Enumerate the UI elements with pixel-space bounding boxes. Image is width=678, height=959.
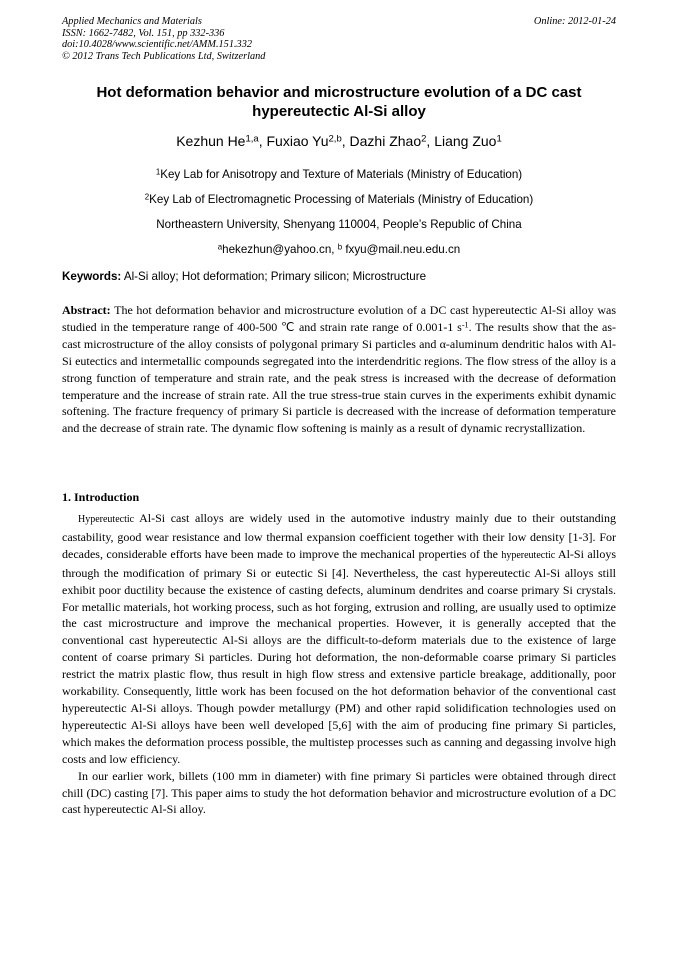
author-name: Liang Zuo [434,133,497,149]
affiliation-2 [62,193,616,207]
issn-line: ISSN: 1662-7482, Vol. 151, pp 332-336 [62,27,225,39]
affiliation-1 [62,168,616,182]
author-affiliation-mark: 2 [421,133,427,145]
copyright-line: © 2012 Trans Tech Publications Ltd, Switzerland [62,50,266,62]
author-separator: , [258,133,267,149]
abstract-label: Abstract: [62,303,111,317]
author-list [62,132,616,150]
author-affiliation-mark: 2,b [328,133,342,145]
author-name: Dazhi Zhao [349,133,422,149]
email-mark: b [337,242,343,252]
title-line-1: Hot deformation behavior and microstructure evolution of a DC cast [96,84,582,101]
abstract [62,302,616,437]
journal-name: Applied Mechanics and Materials [62,16,202,27]
paper-title [62,84,616,121]
small-word: hypereutectic [501,549,556,561]
abstract-text-2: . The results show that the as-cast microstructure of the alloy consists of polygonal primary Si particles and α-aluminum dendritic halos with Al-Si eutectics and intermetallic compounds segregated into the interdendritic regions. The flow stress of the alloy is a strong function of temperature and strain rate, and the peak stress is increased with the decrease of deformation temperature and the increase of strain rate. All the true stress-true stain curves in the experiments exhibit dynamic softening. The fracture frequency of primary Si particle is decreased with the increase of deformation temperature and the decrease of strain rate. The dynamic flow softening is mainly as a result of dynamic recrystallization. [62,319,616,436]
university-address: Northeastern University, Shenyang 110004, People’s Republic of China [156,218,522,231]
title-line-2: hypereutectic Al-Si alloy [252,102,426,120]
email-a: hekezhun@yahoo.cn, [222,243,338,256]
author-name: Fuxiao Yu [266,133,329,149]
email-mark: a [217,242,223,252]
paragraph-text: Al-Si alloys through the modification of primary Si or eutectic Si [4]. Nevertheless, the cast hypereutectic Al-Si alloys still exhibit poor ductility because the existence of casting defects, aluminum dendrites and coarse primary Si crystals. For metallic materials, hot working process, such as hot forging, extrusion and rolling, are usually used to optimize the cast microstructure and improve the mechanical properties. However, it is generally accepted that the conventional cast hypereutectic Al-Si alloys are the difficult-to-deform materials due to the existence of large content of coarse primary Si particles. During hot deformation, the non-deformable coarse primary Si particles restrict the matrix plastic flow, thus result in high flow stress and extensive particle breakage, additionally, poor workability. Consequently, little work has been focused on the hot deformation behavior of the conventional cast hypereutectic Al-Si alloys. Though powder metallurgy (PM) and other rapid solidification technologies used on hypereutectic Al-Si alloys have been well developed [5,6] with the aim of producing fine primary Si particles, which makes the deformation process possible, the multistep processes such as canning and degassing involve high costs and low efficiency. [62,546,616,766]
author-name: Kezhun He [176,133,246,149]
online-date: Online: 2012-01-24 [533,16,616,27]
affiliation-mark: 2 [144,192,150,202]
journal-metadata [62,16,265,62]
author-affiliation-mark: 1,a [245,133,259,145]
introduction-body [62,510,616,818]
affiliation-text: Key Lab for Anisotropy and Texture of Materials (Ministry of Education) [160,168,523,181]
small-word: Hypereutectic [78,514,135,525]
author-emails [62,243,616,257]
keywords-text: Al-Si alloy; Hot deformation; Primary silicon; Microstructure [121,270,427,283]
affiliation-text: Key Lab of Electromagnetic Processing of Materials (Ministry of Education) [149,193,534,206]
abstract-text-1: The hot deformation behavior and microstructure evolution of a DC cast hypereutectic Al-Si alloy was studied in the temperature range of 400-500 ℃ and strain rate range of 0.001-1 s [62,303,616,334]
paragraph [62,510,616,768]
abstract-exponent: -1 [461,320,469,330]
paragraph-text: Al-Si cast alloys are widely used in the automotive industry mainly due to their outstanding castability, good wear resistance and low thermal expansion coefficient together with their low density [1-3]. For decades, considerable efforts have been made to improve the mechanical properties of the [62,511,616,561]
keywords [62,270,616,284]
author-separator: , [341,133,350,149]
paragraph: In our earlier work, billets (100 mm in diameter) with fine primary Si particles were obtained through direct chill (DC) casting [7]. This paper aims to study the hot deformation behavior and microstructure evolution of a DC cast hypereutectic Al-Si alloy. [62,768,616,817]
section-heading: 1. Introduction [62,490,140,504]
doi-line: doi:10.4028/www.scientific.net/AMM.151.332 [62,39,252,51]
email-b: fxyu@mail.neu.edu.cn [342,243,461,256]
affiliation-mark: 1 [155,167,161,177]
author-separator: , [426,133,435,149]
keywords-label: Keywords: [62,270,122,283]
author-affiliation-mark: 1 [496,133,502,145]
